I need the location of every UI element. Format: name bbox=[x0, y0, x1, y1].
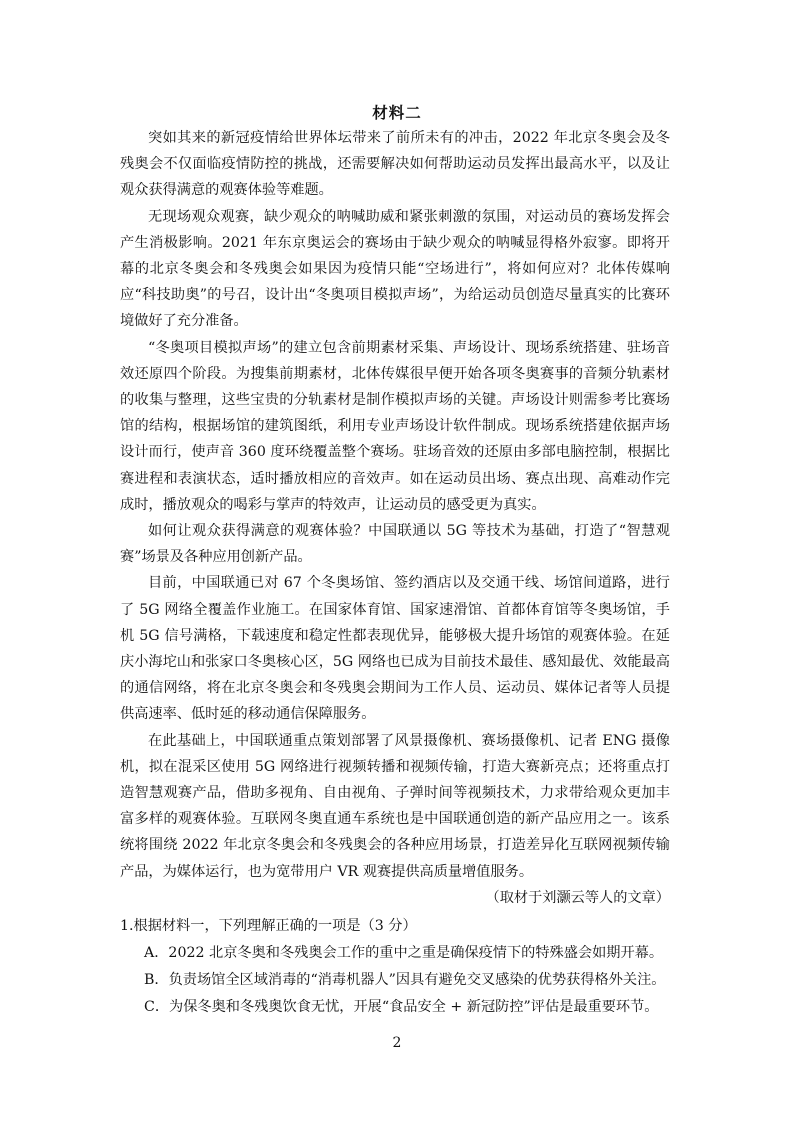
paragraph: “冬奥项目模拟声场”的建立包含前期素材采集、声场设计、现场系统搭建、驻场音效还原四个阶段。为搜集前期素材，北体传媒很早便开始各项冬奥赛事的音频分轨素材的收集与整理，这些宝贵的分轨素材是制作模拟声场的关键。声场设计则需参考比赛场馆的结构，根据场馆的建筑图纸，利用专业声场设计软件制成。现场系统搭建依据声场设计而行，使声音 360 度环绕覆盖整个赛场。驻场音效的还原由多部电脑控制，根据比赛进程和表演状态，适时播放相应的音效声。如在运动员出场、赛点出现、高难动作完成时，播放观众的喝彩与掌声的特效声，让运动员的感受更为真实。 bbox=[120, 339, 670, 513]
option-b: B．负责场馆全区域消毒的“消毒机器人”因具有避免交叉感染的优势获得格外关注。 bbox=[144, 972, 666, 988]
paragraph: 如何让观众获得满意的观赛体验？中国联通以 5G 等技术为基础，打造了“智慧观赛”场景及各种应用创新产品。 bbox=[120, 523, 670, 566]
paragraph: 在此基础上，中国联通重点策划部署了风景摄像机、赛场摄像机、记者 ENG 摄像机，拟在混采区使用 5G 网络进行视频转播和视频传输，打造大赛新亮点；还将重点打造智慧观赛产品，借助多视角、自由视角、子弹时间等视频技术，力求带给观众更加丰富多样的观赛体验。互联网冬奥直通车系统也是中国联通创造的新产品应用之一。该系统将围绕 2022 年北京冬奥会和冬残奥会的各种应用场景，打造差异化互联网视频传输产品，为媒体运行，也为宽带用户 VR 观赛提供高质量增值服务。 bbox=[120, 732, 670, 880]
source-citation: （取材于刘灏云等人的文章） bbox=[485, 889, 670, 906]
article-body bbox=[120, 125, 670, 911]
question-block bbox=[120, 913, 680, 1021]
page-number: 2 bbox=[392, 1035, 402, 1051]
option-c: C．为保冬奥和冬残奥饮食无忧，开展“食品安全 + 新冠防控”评估是最重要环节。 bbox=[144, 999, 659, 1015]
paragraph: 目前，中国联通已对 67 个冬奥场馆、签约酒店以及交通干线、场馆间道路，进行了 5G 网络全覆盖作业施工。在国家体育馆、国家速滑馆、首都体育馆等冬奥场馆，手机 5G 信号满格，下载速度和稳定性都表现优异，能够极大提升场馆的观赛体验。在延庆小海坨山和张家口冬奥核心区，5G 网络也已成为目前技术最佳、感知最优、效能最高的通信网络，将在北京冬奥会和冬残奥会期间为工作人员、运动员、媒体记者等人员提供高速率、低时延的移动通信保障服务。 bbox=[120, 575, 670, 723]
material-title: 材料二 bbox=[372, 103, 422, 122]
paragraph: 无现场观众观赛，缺少观众的呐喊助威和紧张刺激的氛围，对运动员的赛场发挥会产生消极影响。2021 年东京奥运会的赛场由于缺少观众的呐喊显得格外寂寥。即将开幕的北京冬奥会和冬残奥会如果因为疫情只能“空场进行”，将如何应对？北体传媒响应“科技助奥”的号召，设计出“冬奥项目模拟声场”，为给运动员创造尽量真实的比赛环境做好了充分准备。 bbox=[120, 208, 670, 330]
question-stem: 1.根据材料一，下列理解正确的一项是（3 分） bbox=[120, 918, 417, 934]
option-a: A．2022 北京冬奥和冬残奥会工作的重中之重是确保疫情下的特殊盛会如期开幕。 bbox=[144, 945, 664, 961]
paragraph: 突如其来的新冠疫情给世界体坛带来了前所未有的冲击，2022 年北京冬奥会及冬残奥会不仅面临疫情防控的挑战，还需要解决如何帮助运动员发挥出最高水平，以及让观众获得满意的观赛体验等难题。 bbox=[120, 130, 670, 199]
